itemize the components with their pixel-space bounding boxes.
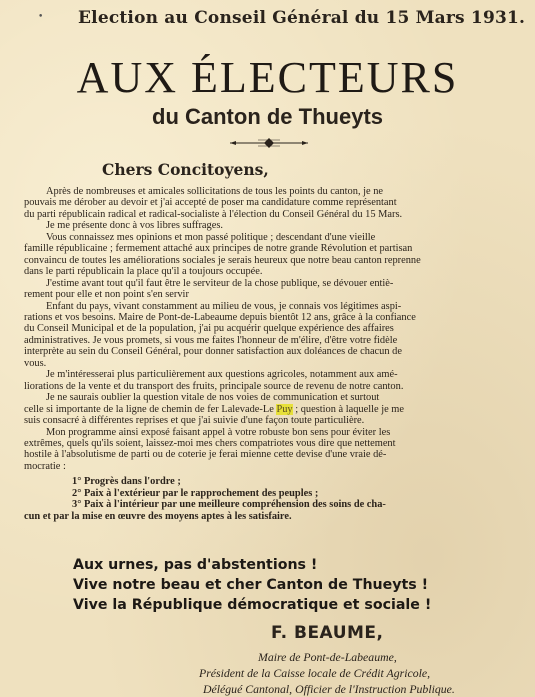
highlighted-word: Puy — [276, 403, 293, 415]
body-line: interprète au sein du Conseil Général, pour donner satisfaction aux doléances de chacun de — [24, 346, 402, 358]
body-line: Mon programme ainsi exposé faisant appel à votre robuste bon sens pour éviter les — [46, 426, 391, 438]
body-line: pouvais me dérober au devoir et j'ai accepté de poser ma candidature comme représentant — [24, 197, 397, 209]
body-line: Je me présente donc à vos libres suffrages. — [46, 220, 223, 232]
ornament-divider-icon — [228, 136, 310, 150]
signature-title: Président de la Caisse locale de Crédit Agricole, — [199, 666, 431, 680]
body-line: convaincu de toutes les améliorations sociales je serais heureux que notre beau canton reprenne — [24, 254, 421, 266]
slogan: Aux urnes, pas d'abstentions ! — [73, 557, 318, 573]
body-line: vous. — [24, 357, 47, 369]
signature-title: Délégué Cantonal, Officier de l'Instruction Publique. — [203, 682, 455, 696]
body-line: hostile à l'absolutisme de parti ou de coterie je ferai mienne cette devise d'une vraie dé- — [24, 449, 387, 461]
body-line: liorations de la vente et du transport des fruits, principale source de revenu de notre canton. — [24, 380, 404, 392]
letter-body — [24, 186, 520, 522]
signature-title: Maire de Pont-de-Labeaume, — [258, 650, 397, 664]
election-header: Election au Conseil Général du 15 Mars 1931. — [78, 8, 526, 28]
body-line: Vous connaissez mes opinions et mon passé politique ; descendant d'une vieille — [46, 231, 376, 243]
program-point: 1° Progrès dans l'ordre ; — [72, 476, 181, 488]
slogans — [73, 555, 431, 615]
main-title: AUX ÉLECTEURS — [76, 53, 459, 102]
body-line: extrêmes, quels qu'ils soient, laissez-moi mes chers compatriotes vous dire que nettement — [24, 437, 396, 449]
body-line: mocratie : — [24, 460, 66, 472]
slogan: Vive notre beau et cher Canton de Thueyts ! — [73, 577, 429, 593]
body-line-part: celle si importante de la ligne de chemin de fer Lalevade-Le — [24, 403, 277, 415]
body-line: rations et vos besoins. Maire de Pont-de-Labeaume depuis bientôt 12 ans, grâce à la confiance — [24, 311, 416, 323]
body-line: dans le parti républicain la place qu'il a toujours occupée. — [24, 266, 263, 278]
body-line-highlighted — [24, 404, 520, 415]
body-line: du parti républicain radical et radical-socialiste à l'élection du Conseil Général du 15 Mars. — [24, 208, 403, 220]
slogan: Vive la République démocratique et sociale ! — [73, 597, 432, 613]
greeting: Chers Concitoyens, — [102, 160, 269, 179]
body-line: du Conseil Municipal et de la population, j'ai pu acquérir quelque expérience des affaires — [24, 323, 394, 335]
body-line: J'estime avant tout qu'il faut être le serviteur de la chose publique, se dévouer entiè- — [46, 277, 394, 289]
signature-name: F. BEAUME, — [271, 623, 384, 643]
program-point: 3° Paix à l'intérieur par une meilleure compréhension des soins de cha- — [72, 499, 386, 511]
body-line: Je m'intéresserai plus particulièrement aux questions agricoles, notamment aux amé- — [46, 369, 398, 381]
body-line: rement pour elle et non point s'en servir — [24, 289, 189, 301]
body-line: Enfant du pays, vivant constamment au milieu de vous, je connais vos légitimes aspi- — [46, 300, 402, 312]
print-speck: • — [38, 12, 44, 22]
subtitle: du Canton de Thueyts — [152, 104, 383, 129]
program-point: 2° Paix à l'extérieur par le rapprochement des peuples ; — [72, 487, 319, 499]
body-line: Après de nombreuses et amicales sollicitations de tous les points du canton, je ne — [46, 186, 384, 197]
body-line: Je ne saurais oublier la question vitale de nos voies de communication et surtout — [46, 392, 380, 404]
body-line-part: ; question à laquelle je me — [292, 403, 404, 415]
program-point: cun et par la mise en œuvre des moyens aptes à les satisfaire. — [24, 510, 292, 522]
body-line: famille républicaine ; fermement attaché aux principes de notre grande Révolution et partisan — [24, 243, 413, 255]
body-line: suis consacré à différentes reprises et que j'ai suivie d'une façon toute particulière. — [24, 415, 365, 427]
body-line: administratives. Je vous promets, si vous me faites l'honneur de m'élire, d'être votre fidèle — [24, 334, 398, 346]
